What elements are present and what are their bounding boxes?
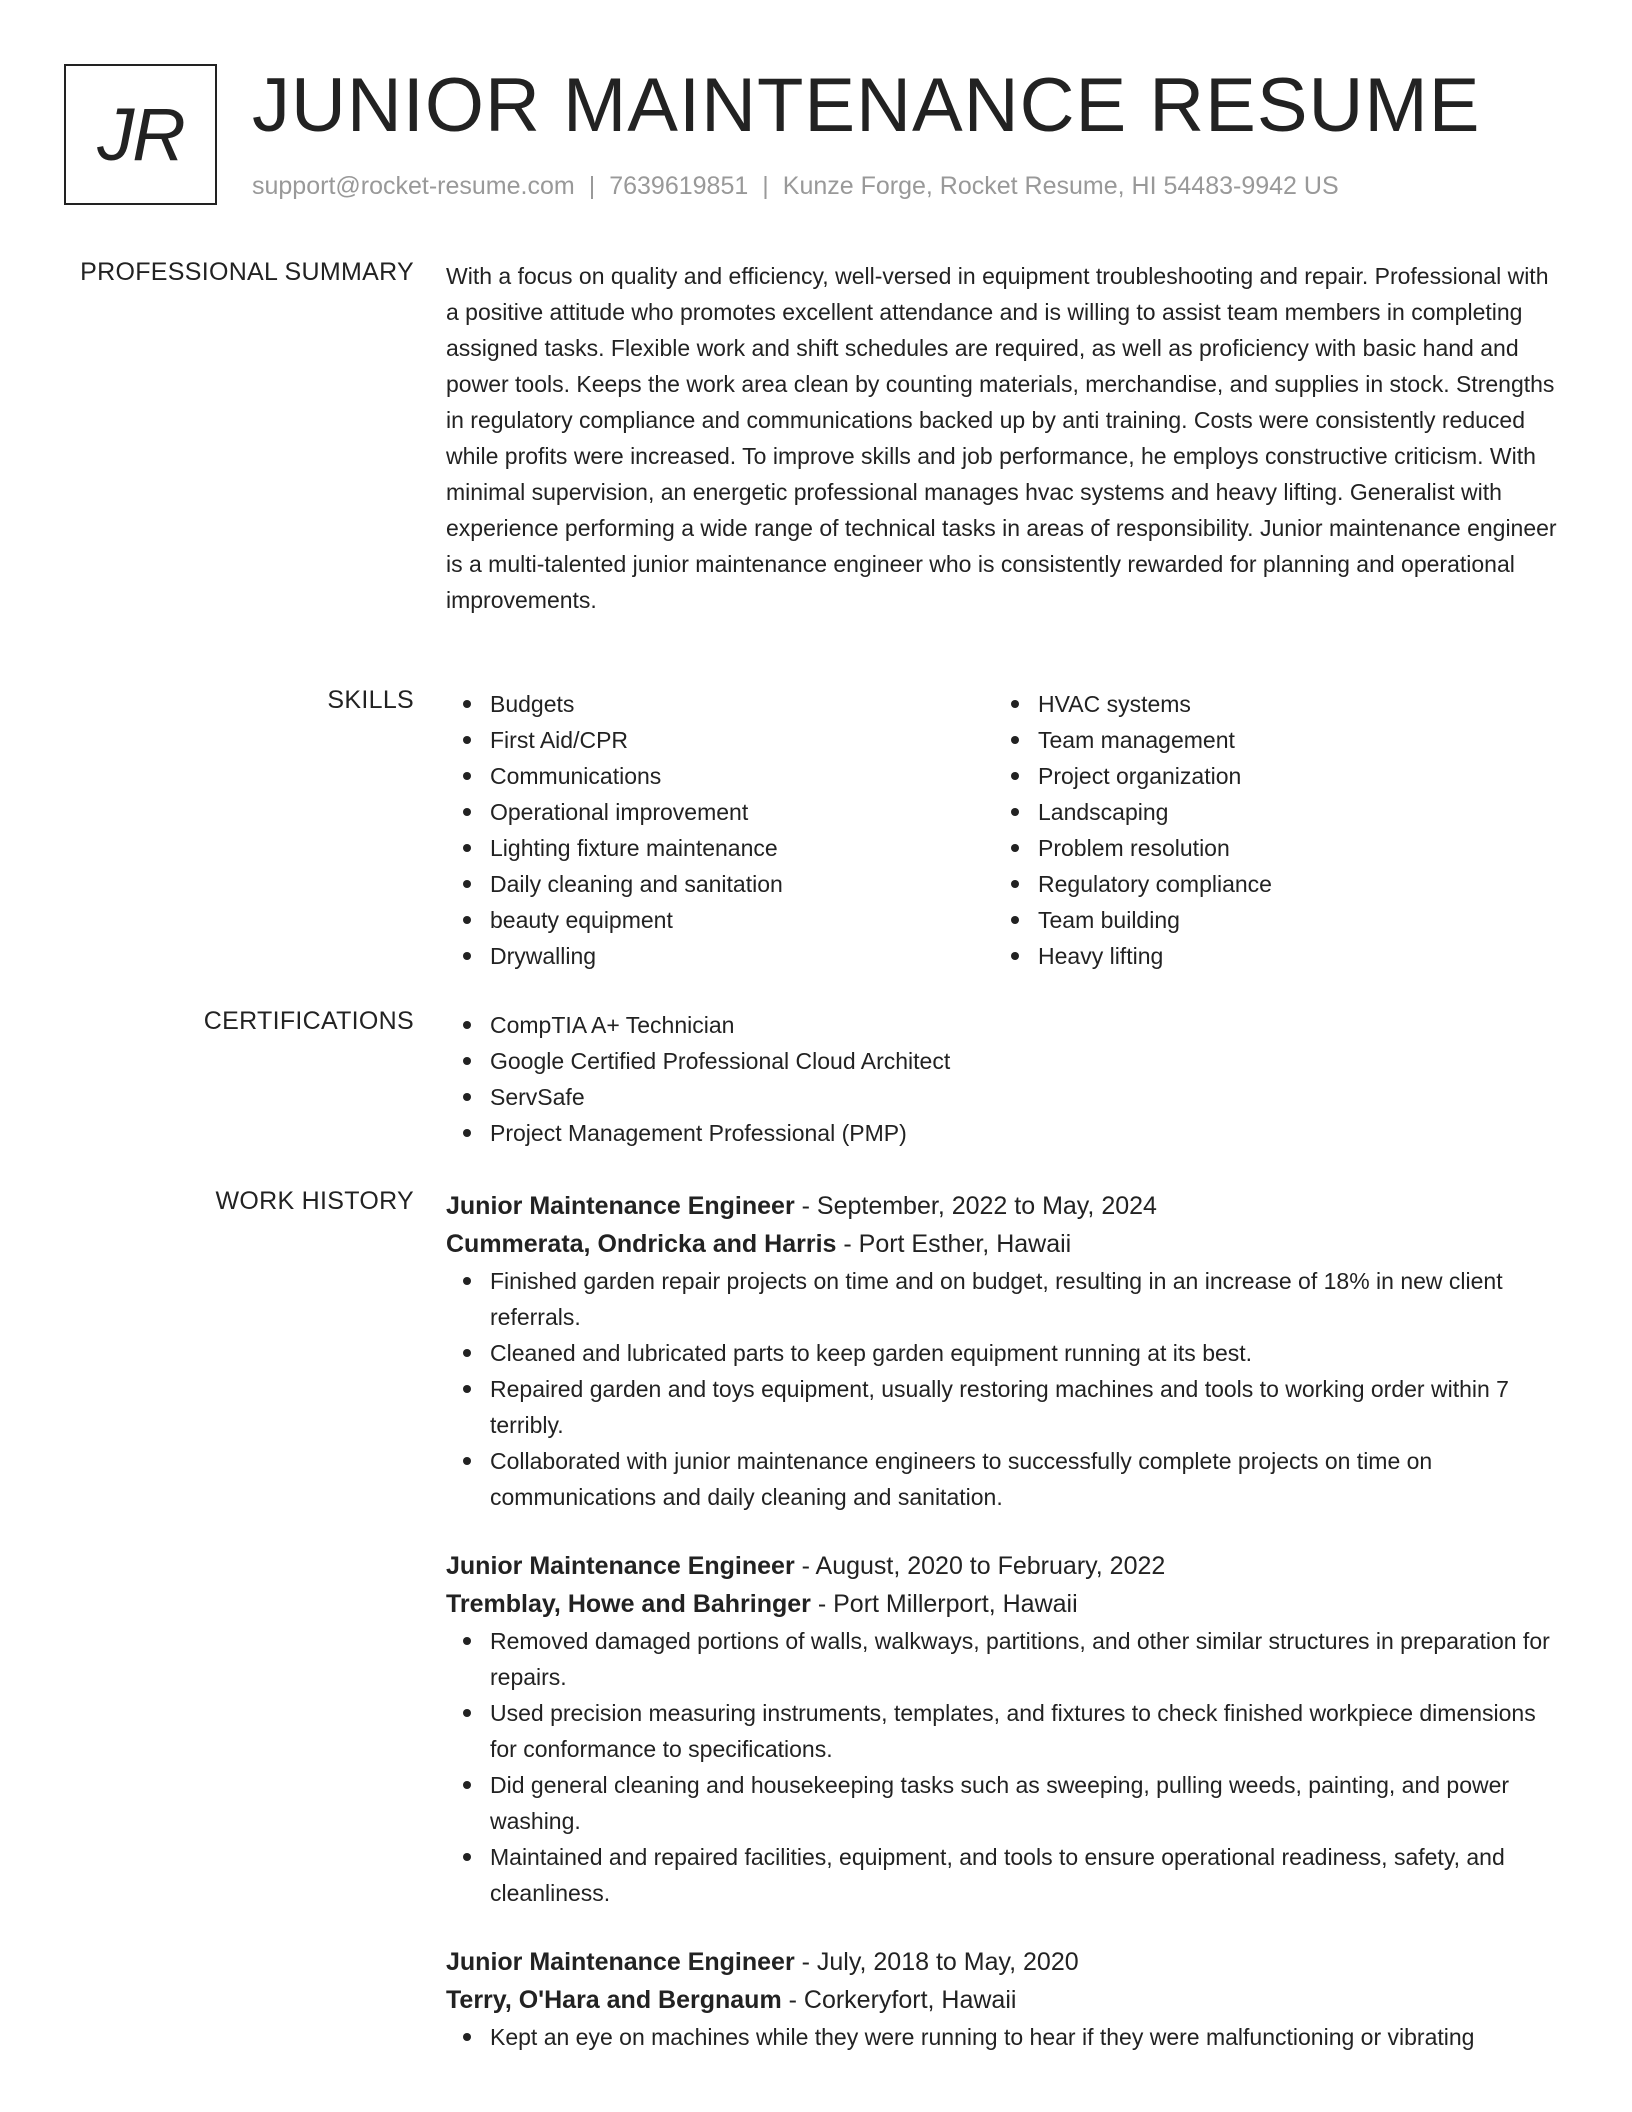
work-content [446,1187,1561,2055]
list-item: Budgets [446,686,994,722]
list-item: Regulatory compliance [994,866,1542,902]
job-entry [446,1547,1561,1911]
list-item: Kept an eye on machines while they were running to hear if they were malfunctioning or vibrating [446,2019,1561,2055]
job-title: Junior Maintenance Engineer [446,1948,795,1976]
list-item: Problem resolution [994,830,1542,866]
contact-phone[interactable]: 7639619851 [609,172,749,200]
contact-separator: | [588,172,596,200]
job-location: - Port Esther, Hawaii [836,1230,1072,1258]
list-item: Finished garden repair projects on time and on budget, resulting in an increase of 18% in new client referrals. [446,1263,1561,1335]
list-item: Repaired garden and toys equipment, usually restoring machines and tools to working order within 7 terribly. [446,1371,1561,1443]
list-item: ServSafe [446,1079,1561,1115]
list-item: First Aid/CPR [446,722,994,758]
job-title-line [446,1547,1561,1585]
list-item: Did general cleaning and housekeeping tasks such as sweeping, pulling weeds, painting, and power washing. [446,1767,1561,1839]
job-entry [446,1943,1561,2055]
list-item: Used precision measuring instruments, templates, and fixtures to check finished workpiece dimensions for conformance to specifications. [446,1695,1561,1767]
list-item: beauty equipment [446,902,994,938]
monogram-logo: JR [64,64,217,205]
list-item: Google Certified Professional Cloud Architect [446,1043,1561,1079]
job-entry [446,1187,1561,1515]
list-item: Removed damaged portions of walls, walkways, partitions, and other similar structures in preparation for repairs. [446,1623,1561,1695]
list-item: Cleaned and lubricated parts to keep garden equipment running at its best. [446,1335,1561,1371]
contact-separator: | [762,172,769,200]
list-item: Lighting fixture maintenance [446,830,994,866]
job-title: Junior Maintenance Engineer [446,1192,795,1220]
list-item: Project Management Professional (PMP) [446,1115,1561,1151]
contact-address: Kunze Forge, Rocket Resume, HI 54483-9942 US [782,172,1339,200]
job-title-line [446,1943,1561,1981]
certifications-content [446,1007,1561,1151]
section-label-skills: SKILLS [327,686,414,714]
job-location: - Port Millerport, Hawaii [810,1590,1078,1618]
list-item: Communications [446,758,994,794]
job-dates: - July, 2018 to May, 2020 [794,1948,1079,1976]
job-dates: - August, 2020 to February, 2022 [794,1552,1166,1580]
resume-title: JUNIOR MAINTENANCE RESUME [252,63,1481,148]
section-label-summary: PROFESSIONAL SUMMARY [80,258,414,286]
skills-column-1 [446,686,994,974]
job-company-line [446,1981,1561,2019]
job-location: - Corkeryfort, Hawaii [781,1986,1017,2014]
certifications-list [446,1007,1561,1151]
list-item: Heavy lifting [994,938,1542,974]
list-item: Maintained and repaired facilities, equipment, and tools to ensure operational readiness, safety, and cleanliness. [446,1839,1561,1911]
section-label-work: WORK HISTORY [215,1187,414,1215]
list-item: Daily cleaning and sanitation [446,866,994,902]
job-company: Terry, O'Hara and Bergnaum [446,1986,782,2014]
contact-line [252,172,1339,201]
job-bullets [446,2019,1561,2055]
job-bullets [446,1623,1561,1911]
job-title-line [446,1187,1561,1225]
list-item: Operational improvement [446,794,994,830]
list-item: Project organization [994,758,1542,794]
list-item: Landscaping [994,794,1542,830]
job-bullets [446,1263,1561,1515]
contact-email[interactable]: support@rocket-resume.com [252,172,575,200]
list-item: Team building [994,902,1542,938]
list-item: Collaborated with junior maintenance engineers to successfully complete projects on time on communications and daily cleaning and sanitation. [446,1443,1561,1515]
job-dates: - September, 2022 to May, 2024 [794,1192,1157,1220]
list-item: Drywalling [446,938,994,974]
section-label-certifications: CERTIFICATIONS [203,1007,414,1035]
list-item: CompTIA A+ Technician [446,1007,1561,1043]
job-company-line [446,1585,1561,1623]
summary-text: With a focus on quality and efficiency, well-versed in equipment troubleshooting and repair. Professional with a positive attitude who promotes excellent attendance and is willing to assist team members in completing assigned tasks. Flexible work and shift schedules are required, as well as proficiency with basic hand and power tools. Keeps the work area clean by counting materials, merchandise, and supplies in stock. Strengths in regulatory compliance and communications backed up by anti training. Costs were consistently reduced while profits were increased. To improve skills and job performance, he employs constructive criticism. With minimal supervision, an energetic professional manages hvac systems and heavy lifting. Generalist with experience performing a wide range of technical tasks in areas of responsibility. Junior maintenance engineer is a multi-talented junior maintenance engineer who is consistently rewarded for planning and operational improvements. [446,263,1557,613]
skills-content [446,686,1561,974]
skills-column-2 [994,686,1542,974]
job-company: Tremblay, Howe and Bahringer [446,1590,811,1618]
job-company-line [446,1225,1561,1263]
job-company: Cummerata, Ondricka and Harris [446,1230,837,1258]
summary-content [446,258,1561,618]
list-item: Team management [994,722,1542,758]
list-item: HVAC systems [994,686,1542,722]
job-title: Junior Maintenance Engineer [446,1552,795,1580]
resume-header [64,64,1564,214]
